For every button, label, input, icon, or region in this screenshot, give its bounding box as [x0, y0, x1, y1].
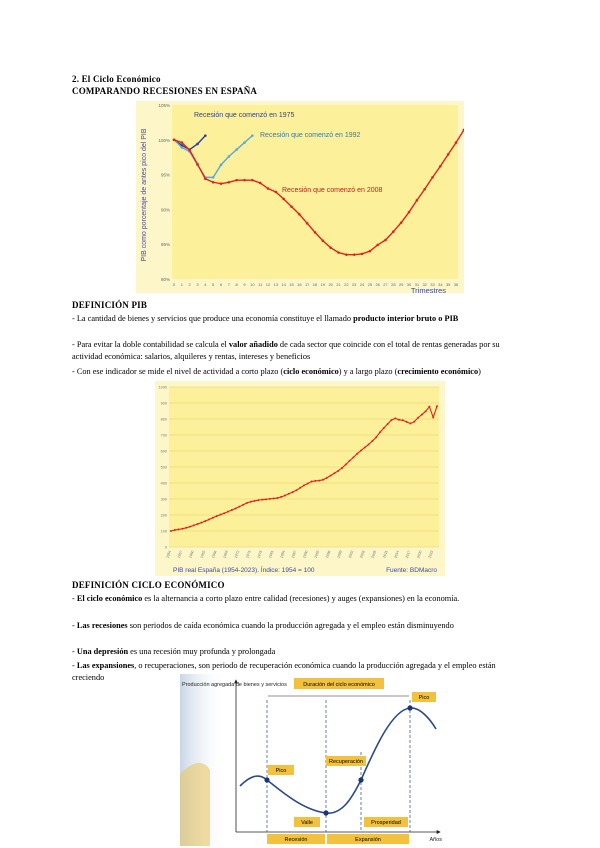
- x-tick-label: 1999: [336, 549, 343, 559]
- pib-point: [413, 421, 415, 423]
- pib-definition-3: [72, 366, 528, 378]
- pib-point: [231, 509, 233, 511]
- pib-point: [181, 528, 183, 530]
- y-tick-label: 300: [160, 497, 167, 502]
- ciclo-definition-3: [72, 646, 528, 658]
- series-point: [416, 199, 419, 202]
- x-tick-label: 35: [445, 282, 451, 287]
- pib-point: [185, 527, 187, 529]
- pib-real-chart: [155, 381, 445, 576]
- pib-point: [364, 446, 366, 448]
- y-tick-label: 400: [160, 481, 167, 486]
- pib-point: [273, 498, 275, 500]
- pib-point: [341, 467, 343, 469]
- series-point: [361, 253, 364, 256]
- y-tick-label: 800: [160, 417, 167, 422]
- x-tick-label: 2023: [427, 549, 435, 559]
- ciclo-definition-title: DEFINICIÓN CICLO ECONÓMICO: [72, 580, 225, 590]
- x-tick-label: 31: [414, 282, 420, 287]
- series-point: [228, 155, 231, 158]
- series-point: [251, 179, 254, 182]
- series-point: [181, 141, 184, 144]
- series-point: [181, 146, 184, 149]
- y-tick-label: 85%: [160, 242, 170, 248]
- x-tick-label: 17: [304, 282, 310, 287]
- x-tick-label: 1978: [256, 549, 264, 559]
- x-tick-label: 1987: [290, 549, 298, 559]
- cycle-ylabel: Producción agregada de bienes y servicios: [182, 682, 287, 688]
- series-point: [275, 191, 278, 194]
- pib-def-2-text-a: - Para evitar la doble contabilidad se calcula el: [72, 340, 229, 349]
- pib-point: [356, 453, 358, 455]
- series-point: [243, 141, 246, 144]
- series-point: [212, 181, 215, 184]
- prosperity-label: Prosperidad: [371, 820, 401, 826]
- pib-point: [371, 440, 373, 442]
- y-tick-label: 90%: [160, 207, 170, 213]
- x-tick-label: 1966: [211, 549, 218, 559]
- y-tick-label: 100%: [158, 137, 170, 143]
- pib-point: [406, 421, 408, 423]
- x-tick-label: 15: [289, 282, 294, 287]
- ciclo-def-3-dash: -: [72, 647, 77, 656]
- series-point: [196, 143, 199, 146]
- x-tick-label: 1996: [325, 549, 332, 559]
- x-tick-label: 16: [297, 282, 302, 287]
- ciclo-def-4-bold: Las expansiones: [76, 661, 135, 670]
- y-tick-label: 500: [160, 465, 167, 470]
- pib-point: [170, 530, 172, 532]
- pib-point: [375, 436, 377, 438]
- y-tick-label: 105%: [158, 103, 170, 108]
- pib-point: [303, 484, 305, 486]
- series-point: [220, 164, 223, 167]
- peak-2-point: [407, 705, 412, 710]
- ciclo-def-2-text: son periodos de caída económica cuando la producción agregada y el empleo están disminuyendo: [127, 621, 454, 630]
- pib-def-2-text-b: de cada sector que coincide con el total de rentas generadas por su actividad económica: salarios, alquileres y rentas, intereses y beneficios: [72, 340, 500, 362]
- ciclo-def-2-bold: Las recesiones: [76, 621, 128, 630]
- pib-point: [318, 480, 320, 482]
- y-tick-label: 200: [160, 513, 167, 518]
- section-title: 2. El Ciclo Económico: [72, 74, 161, 84]
- series-point: [353, 253, 356, 256]
- pib-point: [208, 518, 210, 520]
- pib-point: [383, 427, 385, 429]
- series-point: [259, 182, 262, 185]
- x-tick-label: 1963: [199, 549, 207, 559]
- x-tick-label: 0: [172, 282, 176, 287]
- x-tick-label: 9: [243, 282, 246, 287]
- ciclo-def-2-dash: -: [72, 621, 77, 630]
- ciclo-def-3-text: es una recesión muy profunda y prolongada: [128, 647, 276, 656]
- x-tick-label: 23: [351, 282, 357, 287]
- series-point: [400, 221, 403, 224]
- series-point: [204, 134, 207, 137]
- pib-point: [390, 419, 392, 421]
- series-point: [282, 198, 285, 201]
- x-tick-label: 28: [391, 282, 396, 287]
- x-tick-label: 21: [336, 282, 341, 287]
- annotation-1992: Recesión que comenzó en 1992: [260, 132, 361, 139]
- series-point: [408, 211, 411, 214]
- y-tick-label: 95%: [160, 172, 170, 178]
- ciclo-def-4-dash: -: [72, 661, 77, 670]
- series-point: [322, 239, 325, 242]
- cycle-duration-label: Duración del ciclo económico: [303, 682, 375, 688]
- pib-point: [246, 502, 248, 504]
- x-tick-label: 32: [422, 282, 427, 287]
- series-point: [220, 182, 223, 185]
- pib-point: [189, 526, 191, 528]
- pib-point: [250, 501, 252, 503]
- recession-label: Recesión: [284, 837, 308, 843]
- pib-def-1-text: - La cantidad de bienes y servicios que produce una economía constituye el llamado: [72, 314, 354, 323]
- series-point: [447, 153, 450, 156]
- x-tick-label: 36: [453, 282, 459, 287]
- x-tick-label: 13: [273, 282, 279, 287]
- pib-point: [219, 514, 221, 516]
- x-tick-label: 3: [196, 282, 199, 287]
- x-tick-label: 18: [312, 282, 318, 287]
- pib-point: [409, 422, 411, 424]
- pib-point: [178, 528, 180, 530]
- pib-point: [345, 463, 347, 465]
- x-tick-label: 2017: [404, 549, 412, 559]
- pib-point: [425, 410, 427, 412]
- pib-source: Fuente: BDMacro: [386, 567, 437, 574]
- pib-point: [417, 417, 419, 419]
- series-point: [290, 205, 293, 208]
- peak-2-label: Pico: [418, 695, 430, 701]
- ciclo-def-4-text: , o recuperaciones, son periodo de recuperación económica cuando la producción agregada y el empleo están creciendo: [72, 661, 496, 683]
- annotation-1975: Recesión que comenzó en 1975: [194, 112, 295, 119]
- pib-point: [280, 496, 282, 498]
- series-point: [243, 179, 246, 182]
- x-tick-label: 20: [328, 282, 333, 287]
- x-tick-label: 2008: [370, 549, 378, 559]
- x-tick-label: 2020: [416, 549, 423, 559]
- series-point: [298, 213, 301, 216]
- x-tick-label: 1960: [188, 549, 195, 559]
- series-point: [212, 176, 215, 179]
- series-point: [267, 187, 270, 190]
- annotation-2008: Recesión que comenzó en 2008: [282, 187, 383, 194]
- trough-label: Valle: [301, 820, 313, 826]
- pib-point: [314, 480, 316, 482]
- diagram-corner-shape: [180, 763, 210, 846]
- pib-point: [204, 520, 206, 522]
- pib-point: [276, 497, 278, 499]
- pib-point: [352, 456, 354, 458]
- pib-point: [402, 419, 404, 421]
- pib-def-1-bold: producto interior bruto o PIB: [353, 314, 459, 323]
- x-tick-label: 8: [235, 282, 238, 287]
- pib-definition-2: [72, 339, 528, 364]
- x-tick-label: 2002: [347, 549, 355, 559]
- pib-def-3-bold-b: crecimiento económico: [397, 367, 479, 376]
- x-tick-label: 1: [180, 282, 183, 287]
- pib-point: [284, 494, 286, 496]
- x-tick-label: 24: [359, 282, 365, 287]
- x-tick-label: 1972: [233, 549, 241, 559]
- x-tick-label: 10: [250, 282, 255, 287]
- pib-point: [299, 487, 301, 489]
- pib-point: [265, 498, 267, 500]
- series-point: [228, 181, 231, 184]
- peak-1-label: Pico: [275, 768, 287, 774]
- pib-point: [197, 523, 199, 525]
- x-tick-label: 1969: [222, 549, 229, 559]
- series-point: [173, 139, 176, 142]
- x-tick-label: 22: [344, 282, 349, 287]
- ciclo-definition-1: [72, 593, 528, 605]
- x-tick-label: 12: [265, 282, 271, 287]
- series-point: [188, 149, 191, 152]
- x-tick-label: 1984: [279, 549, 286, 559]
- recovery-point: [358, 777, 363, 782]
- pib-point: [212, 517, 214, 519]
- x-tick-label: 19: [320, 282, 326, 287]
- y-tick-label: 600: [160, 449, 167, 454]
- series-point: [314, 231, 317, 234]
- pib-definition-title: DEFINICIÓN PIB: [72, 300, 148, 310]
- series-point: [392, 230, 395, 233]
- x-tick-label: 1957: [176, 549, 184, 559]
- pib-def-3-bold-a: ciclo económico: [283, 367, 339, 376]
- pib-point: [326, 477, 328, 479]
- series-point: [235, 179, 238, 182]
- pib-point: [428, 406, 430, 408]
- x-tick-label: 14: [281, 282, 286, 287]
- recessions-chart: [136, 101, 464, 293]
- y-tick-label: 0: [164, 545, 167, 550]
- series-point: [204, 177, 207, 180]
- x-tick-label: 6: [219, 282, 223, 287]
- series-point: [251, 134, 254, 137]
- series-point: [306, 222, 309, 225]
- pib-point: [307, 482, 309, 484]
- pib-definition-1: [72, 313, 528, 325]
- ciclo-def-1-dash: -: [72, 594, 77, 603]
- pib-caption: PIB real España (1954-2023). Índice: 1954 = 100: [173, 567, 315, 574]
- y-tick-label: 900: [160, 401, 167, 406]
- pib-point: [311, 481, 313, 483]
- pib-point: [349, 460, 351, 462]
- pib-point: [333, 472, 335, 474]
- x-tick-label: 1981: [268, 549, 275, 559]
- x-tick-label: 1975: [245, 549, 252, 559]
- x-tick-label: 26: [375, 282, 380, 287]
- recessions-ylabel: PIB como porcentaje de antes pico del PIB: [141, 128, 148, 262]
- y-tick-label: 80%: [160, 277, 170, 282]
- pib-point: [292, 491, 294, 493]
- peak-1-point: [264, 777, 269, 782]
- pib-point: [387, 423, 389, 425]
- x-tick-label: 27: [383, 282, 388, 287]
- ciclo-definition-2: [72, 620, 528, 632]
- cycle-xlabel: Años: [429, 837, 442, 843]
- trough-point: [323, 810, 328, 815]
- pib-point: [242, 504, 244, 506]
- pib-point: [432, 416, 434, 418]
- section-subtitle: COMPARANDO RECESIONES EN ESPAÑA: [72, 86, 258, 96]
- y-tick-label: 1000: [158, 385, 167, 390]
- series-point: [235, 148, 238, 151]
- x-tick-label: 7: [227, 282, 230, 287]
- pib-point: [295, 489, 297, 491]
- pib-point: [193, 524, 195, 526]
- x-tick-label: 30: [406, 282, 412, 287]
- series-point: [455, 141, 458, 144]
- pib-point: [235, 507, 237, 509]
- y-tick-label: 100: [160, 529, 167, 534]
- ciclo-def-1-text: es la alternancia a corto plazo entre calidad (recesiones) y auges (expansiones) en la economía.: [142, 594, 460, 603]
- y-tick-label: 700: [160, 433, 167, 438]
- x-tick-label: 29: [398, 282, 404, 287]
- recessions-xlabel: Trimestres: [410, 286, 446, 293]
- x-tick-label: 1990: [302, 549, 309, 559]
- pib-point: [398, 419, 400, 421]
- x-tick-label: 2: [188, 282, 191, 287]
- series-point: [369, 250, 372, 253]
- pib-point: [216, 515, 218, 517]
- pib-def-3-text-a: - Con ese indicador se mide el nivel de actividad a corto plazo (: [72, 367, 284, 376]
- recovery-label: Recuperación: [329, 759, 363, 765]
- series-point: [376, 244, 379, 247]
- expansion-label: Expansión: [355, 837, 381, 843]
- series-point: [431, 176, 434, 179]
- series-point: [423, 188, 426, 191]
- pib-point: [257, 499, 259, 501]
- pib-point: [379, 431, 381, 433]
- pib-point: [174, 529, 176, 531]
- x-tick-label: 1993: [313, 549, 321, 559]
- series-point: [345, 253, 348, 256]
- pib-point: [254, 500, 256, 502]
- series-point: [329, 246, 332, 249]
- pib-point: [238, 506, 240, 508]
- x-tick-label: 33: [430, 282, 435, 287]
- pib-point: [227, 511, 229, 513]
- pib-def-2-bold: valor añadido: [228, 340, 278, 349]
- pib-point: [394, 417, 396, 419]
- pib-point: [368, 443, 370, 445]
- pib-point: [421, 414, 423, 416]
- pib-point: [322, 479, 324, 481]
- series-point: [384, 239, 387, 242]
- x-tick-label: 5: [212, 282, 215, 287]
- x-tick-label: 2005: [359, 549, 366, 559]
- pib-point: [360, 450, 362, 452]
- pib-point: [337, 470, 339, 472]
- business-cycle-diagram: [180, 674, 445, 846]
- x-tick-label: 1954: [165, 549, 172, 559]
- pib-def-3-text-b: ) y a largo plazo (: [338, 367, 398, 376]
- x-tick-label: 25: [367, 282, 373, 287]
- x-tick-label: 2014: [393, 549, 400, 559]
- series-point: [196, 163, 199, 166]
- series-point: [337, 251, 340, 254]
- ciclo-def-3-bold: Una depresión: [76, 647, 129, 656]
- pib-point: [288, 493, 290, 495]
- pib-point: [330, 475, 332, 477]
- pib-def-3-text-c: ): [478, 367, 481, 376]
- pib-point: [269, 498, 271, 500]
- series-point: [439, 165, 442, 168]
- pib-point: [261, 499, 263, 501]
- x-tick-label: 4: [204, 282, 207, 287]
- pib-point: [200, 522, 202, 524]
- x-tick-label: 11: [258, 282, 263, 287]
- pib-point: [436, 405, 438, 407]
- pib-point: [223, 512, 225, 514]
- ciclo-def-1-bold: El ciclo económico: [76, 594, 143, 603]
- x-tick-label: 34: [438, 282, 443, 287]
- x-tick-label: 2011: [382, 549, 389, 559]
